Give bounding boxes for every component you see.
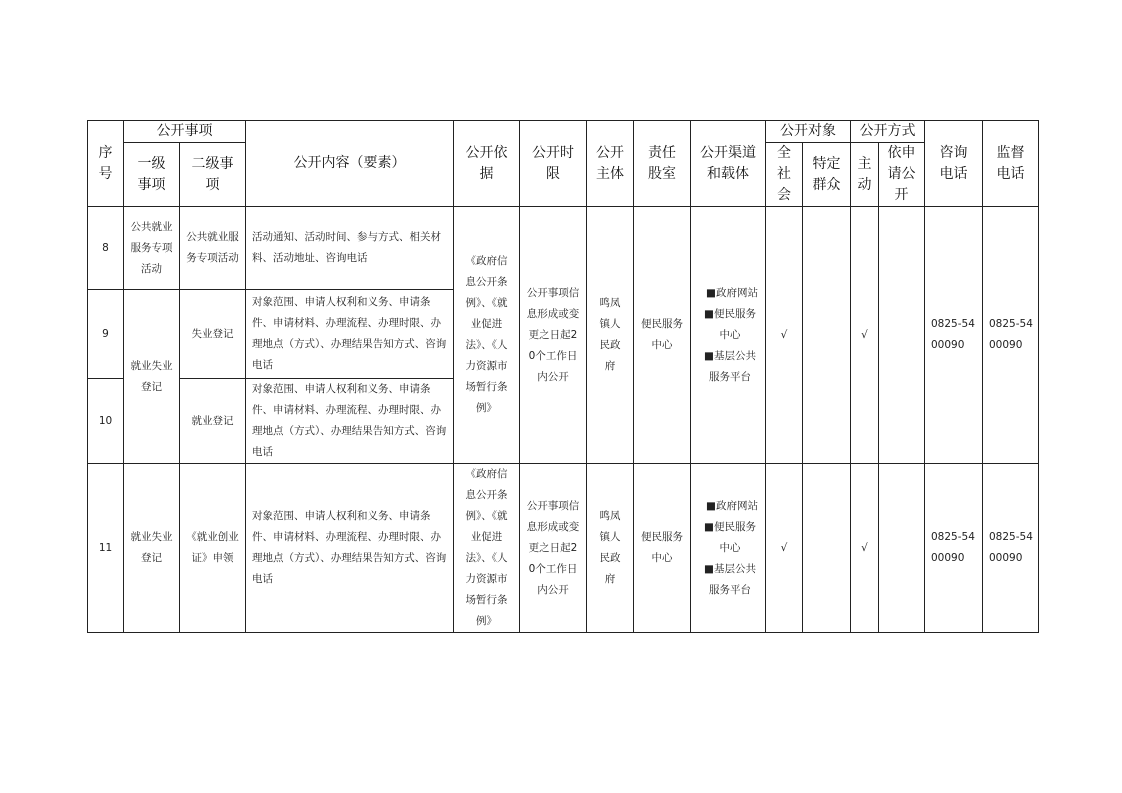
row-basis: 《政府信息公开条例》、《就业促进法》、《人力资源市场暂行条例》 xyxy=(454,207,520,464)
channel-item: ■便民服务中心 xyxy=(704,520,756,554)
header-time-limit: 公开时限 xyxy=(520,121,587,207)
header-all-society: 全社会 xyxy=(766,143,803,207)
row-level1: 就业失业登记 xyxy=(124,464,180,633)
row-supervise: 0825-5400090 xyxy=(983,207,1039,464)
row-channels xyxy=(691,464,766,633)
row-on-request xyxy=(879,464,925,633)
header-channel: 公开渠道和载体 xyxy=(691,121,766,207)
header-specific: 特定群众 xyxy=(803,143,851,207)
row-content: 对象范围、申请人权利和义务、申请条件、申请材料、办理流程、办理时限、办理地点（方式）、办理结果告知方式、咨询电话 xyxy=(246,464,454,633)
row-dept: 便民服务中心 xyxy=(634,464,691,633)
table-row xyxy=(88,464,1039,633)
row-time-limit: 公开事项信息形成或变更之日起20个工作日内公开 xyxy=(520,464,587,633)
disclosure-table xyxy=(87,120,1039,633)
row-seq: 8 xyxy=(88,207,124,290)
row-time-limit: 公开事项信息形成或变更之日起20个工作日内公开 xyxy=(520,207,587,464)
row-all-society: √ xyxy=(766,464,803,633)
row-dept: 便民服务中心 xyxy=(634,207,691,464)
channel-item: ■政府网站 xyxy=(706,286,758,299)
header-basis: 公开依据 xyxy=(454,121,520,207)
row-specific xyxy=(803,207,851,464)
channel-item: ■基层公共服务平台 xyxy=(704,562,756,596)
header-method-group: 公开方式 xyxy=(851,121,925,143)
header-supervise: 监督电话 xyxy=(983,121,1039,207)
channel-item: ■政府网站 xyxy=(706,499,758,512)
row-basis: 《政府信息公开条例》、《就业促进法》、《人力资源市场暂行条例》 xyxy=(454,464,520,633)
row-seq: 11 xyxy=(88,464,124,633)
table-row xyxy=(88,207,1039,290)
header-content: 公开内容（要素） xyxy=(246,121,454,207)
row-active: √ xyxy=(851,207,879,464)
row-specific xyxy=(803,464,851,633)
row-active: √ xyxy=(851,464,879,633)
header-seq: 序号 xyxy=(88,121,124,207)
row-subject: 鸣凤镇人民政府 xyxy=(587,207,634,464)
channel-item: ■基层公共服务平台 xyxy=(704,349,756,383)
row-level1: 就业失业登记 xyxy=(124,290,180,464)
row-level2: 《就业创业证》申领 xyxy=(180,464,246,633)
row-on-request xyxy=(879,207,925,464)
row-level1: 公共就业服务专项活动 xyxy=(124,207,180,290)
row-seq: 9 xyxy=(88,290,124,379)
header-level1: 一级事项 xyxy=(124,143,180,207)
row-consult: 0825-5400090 xyxy=(925,207,983,464)
header-on-request: 依申请公开 xyxy=(879,143,925,207)
row-consult: 0825-5400090 xyxy=(925,464,983,633)
row-supervise: 0825-5400090 xyxy=(983,464,1039,633)
row-level2: 公共就业服务专项活动 xyxy=(180,207,246,290)
header-audience-group: 公开对象 xyxy=(766,121,851,143)
row-content: 对象范围、申请人权利和义务、申请条件、申请材料、办理流程、办理时限、办理地点（方式）、办理结果告知方式、咨询电话 xyxy=(246,379,454,464)
row-seq: 10 xyxy=(88,379,124,464)
header-dept: 责任股室 xyxy=(634,121,691,207)
row-content: 对象范围、申请人权利和义务、申请条件、申请材料、办理流程、办理时限、办理地点（方式）、办理结果告知方式、咨询电话 xyxy=(246,290,454,379)
channel-item: ■便民服务中心 xyxy=(704,307,756,341)
header-items-group: 公开事项 xyxy=(124,121,246,143)
row-content: 活动通知、活动时间、参与方式、相关材料、活动地址、咨询电话 xyxy=(246,207,454,290)
row-subject: 鸣凤镇人民政府 xyxy=(587,464,634,633)
header-subject: 公开主体 xyxy=(587,121,634,207)
header-level2: 二级事项 xyxy=(180,143,246,207)
row-level2: 就业登记 xyxy=(180,379,246,464)
row-level2: 失业登记 xyxy=(180,290,246,379)
row-channels xyxy=(691,207,766,464)
header-active: 主动 xyxy=(851,143,879,207)
row-all-society: √ xyxy=(766,207,803,464)
header-consult: 咨询电话 xyxy=(925,121,983,207)
